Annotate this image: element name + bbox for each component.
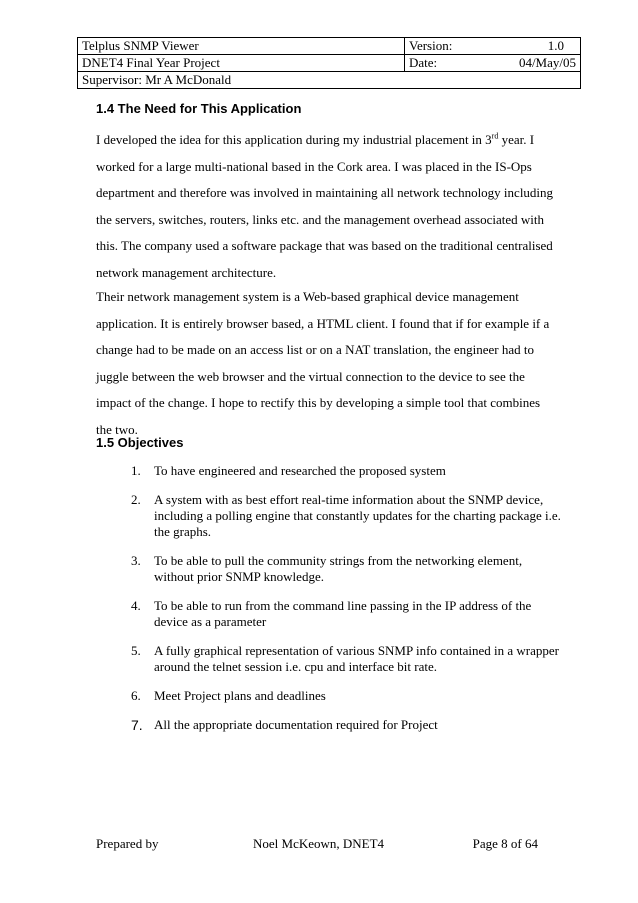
paragraph-need-1-start: I developed the idea for this application during my industrial placement in 3 (96, 132, 492, 147)
list-item-number: 5. (131, 643, 141, 658)
list-item (124, 688, 564, 704)
list-item-text: All the appropriate documentation required for Project (154, 717, 438, 732)
list-item (124, 717, 564, 733)
list-item-number: 1. (131, 463, 141, 478)
section-heading-need: 1.4 The Need for This Application (96, 101, 302, 116)
version-label: Version: (409, 38, 453, 53)
list-item-text: To be able to run from the command line passing in the IP address of the device as a parameter (154, 598, 532, 629)
header-supervisor: Supervisor: Mr A McDonald (78, 72, 581, 89)
ordinal-superscript: rd (491, 131, 499, 141)
date-label: Date: (409, 55, 438, 70)
footer-page-number: Page 8 of 64 (472, 836, 538, 851)
list-item (124, 643, 564, 675)
list-item-number: 7. (131, 717, 143, 733)
list-item-number: 2. (131, 492, 141, 507)
paragraph-need-1-rest: year. I worked for a large multi-national based in the Cork area. I was placed in the IS-Ops department and therefore was involved in maintaining all network technology including the servers, switches, routers, links etc. and the management overhead associated with this. The company used a software package that was based on the traditional centralised network management architecture. (96, 132, 554, 280)
header-title: Telplus SNMP Viewer (78, 38, 405, 55)
header-date-cell (405, 55, 581, 72)
date-value: 04/May/05 (518, 55, 576, 70)
header-version-cell (405, 38, 581, 55)
paragraph-need-2: Their network management system is a Web-based graphical device management application. It is entirely browser based, a HTML client. I found that if for example if a change had to be made on an access list or on a NAT translation, the engineer had to juggle between the web browser and the virtual connection to the device to see the impact of the change. I hope to rectify this by developing a simple tool that combines the two. (96, 289, 550, 437)
header-project: DNET4 Final Year Project (78, 55, 405, 72)
document-header-table (77, 37, 581, 89)
version-value: 1.0 (547, 38, 564, 53)
objectives-list (124, 463, 564, 746)
paragraph-need-1 (96, 127, 556, 287)
list-item (124, 492, 564, 540)
list-item (124, 598, 564, 630)
list-item-text: Meet Project plans and deadlines (154, 688, 326, 703)
list-item-number: 4. (131, 598, 141, 613)
list-item-text: A system with as best effort real-time information about the SNMP device, including a polling engine that constantly updates for the charting package i.e. the graphs. (154, 492, 561, 539)
list-item-number: 3. (131, 553, 141, 568)
list-item-number: 6. (131, 688, 141, 703)
list-item (124, 553, 564, 585)
list-item-text: To have engineered and researched the proposed system (154, 463, 446, 478)
footer-author: Noel McKeown, DNET4 (253, 836, 385, 851)
page-footer (96, 836, 538, 852)
list-item (124, 463, 564, 479)
list-item-text: To be able to pull the community strings from the networking element, without prior SNMP knowledge. (154, 553, 523, 584)
list-item-text: A fully graphical representation of various SNMP info contained in a wrapper around the telnet session i.e. cpu and interface bit rate. (154, 643, 559, 674)
section-heading-objectives: 1.5 Objectives (96, 435, 184, 450)
footer-prepared-by: Prepared by (96, 836, 159, 851)
